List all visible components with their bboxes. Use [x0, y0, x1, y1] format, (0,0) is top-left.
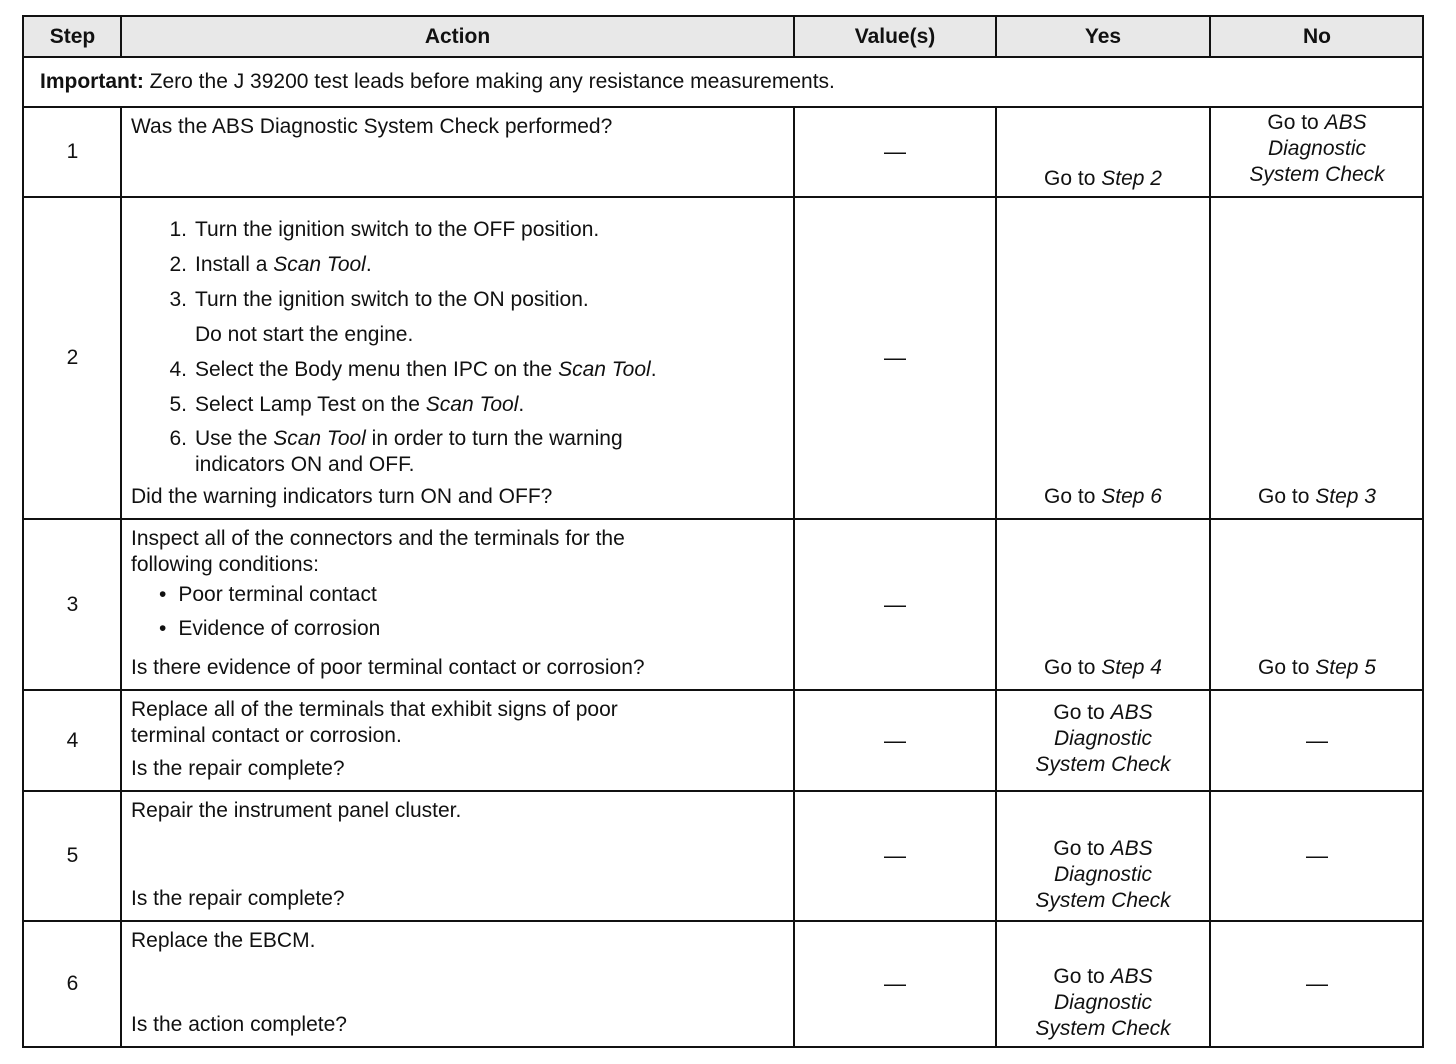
- yes-link[interactable]: Step 2: [1101, 167, 1162, 190]
- yes-cell[interactable]: Go to ABS Diagnostic System Check: [1035, 837, 1171, 912]
- header-values: Value(s): [854, 25, 936, 48]
- step-number: 4: [66, 728, 79, 752]
- action-question: Is the repair complete?: [131, 757, 345, 780]
- table-row: [24, 108, 1422, 198]
- no-cell: —: [1306, 727, 1328, 753]
- yes-prefix: Go to: [1044, 167, 1102, 190]
- no-cell: —: [1306, 843, 1328, 868]
- yes-link[interactable]: ABS: [1110, 965, 1153, 988]
- step-number: 5: [66, 844, 79, 867]
- yes-link[interactable]: Diagnostic: [1053, 726, 1153, 750]
- no-link[interactable]: Diagnostic: [1267, 137, 1367, 160]
- no-cell[interactable]: Go to Step 5: [1258, 656, 1376, 679]
- action-text: Replace all of the terminals that exhibit signs of poor: [131, 698, 618, 721]
- action-steps: [131, 212, 784, 478]
- action-question: Is the repair complete?: [131, 887, 345, 910]
- no-cell: —: [1306, 971, 1328, 996]
- action-text: Inspect all of the connectors and the terminals for the: [131, 527, 625, 550]
- yes-link[interactable]: ABS: [1110, 700, 1153, 724]
- action-text: Replace the EBCM.: [131, 929, 316, 952]
- action-text: following conditions:: [131, 553, 319, 576]
- no-prefix: Go to: [1267, 111, 1325, 134]
- list-item: 6. Use the Scan Tool in order to turn the warning indicators ON and OFF.: [169, 427, 623, 476]
- action-text: terminal contact or corrosion.: [131, 724, 402, 747]
- value-cell: —: [884, 843, 906, 868]
- action-cell: [121, 792, 794, 920]
- value-cell: —: [884, 727, 906, 753]
- no-link[interactable]: Step 5: [1315, 656, 1376, 679]
- important-note: [24, 56, 1422, 108]
- list-item: 2. Install a Scan Tool.: [169, 253, 372, 276]
- step-number: 6: [66, 972, 79, 995]
- header-no: No: [1303, 25, 1331, 48]
- list-item: • Poor terminal contact: [179, 578, 784, 612]
- value-cell: —: [884, 971, 906, 996]
- list-item: 4. Select the Body menu then IPC on the Scan Tool.: [169, 358, 657, 381]
- header-action: Action: [424, 25, 491, 48]
- yes-link[interactable]: Step 4: [1101, 656, 1162, 679]
- yes-link[interactable]: System Check: [1035, 752, 1171, 776]
- yes-cell[interactable]: Go to Step 4: [1044, 656, 1162, 679]
- no-link[interactable]: ABS: [1324, 111, 1367, 134]
- no-cell[interactable]: [1210, 108, 1424, 196]
- yes-link[interactable]: Step 6: [1101, 485, 1162, 508]
- table-row: [24, 922, 1422, 1046]
- action-question: Is the action complete?: [131, 1013, 347, 1036]
- action-cell: [121, 198, 794, 518]
- yes-link[interactable]: System Check: [1035, 889, 1171, 912]
- header-yes: Yes: [1084, 25, 1122, 48]
- action-question: Did the warning indicators turn ON and OFF?: [131, 485, 553, 508]
- step-number: 1: [66, 140, 79, 163]
- step-number: 2: [66, 346, 79, 369]
- table-row: [24, 198, 1422, 520]
- action-cell: [121, 108, 794, 196]
- action-text: Repair the instrument panel cluster.: [131, 799, 462, 822]
- yes-link[interactable]: Diagnostic: [1053, 991, 1153, 1014]
- yes-link[interactable]: Diagnostic: [1053, 863, 1153, 886]
- important-label: Important:: [40, 70, 144, 93]
- no-link[interactable]: System Check: [1249, 163, 1385, 186]
- value-cell: —: [884, 591, 906, 617]
- yes-link[interactable]: System Check: [1035, 1017, 1171, 1040]
- condition-list: [131, 578, 784, 646]
- important-text: Zero the J 39200 test leads before making any resistance measurements.: [143, 70, 835, 93]
- yes-cell[interactable]: Go to ABS Diagnostic System Check: [1035, 700, 1171, 776]
- yes-cell[interactable]: [996, 108, 1210, 196]
- yes-cell[interactable]: Go to Step 6: [1044, 485, 1162, 508]
- action-cell: [121, 520, 794, 689]
- table-row: [24, 792, 1422, 922]
- table-row: [24, 691, 1422, 792]
- table-header: [24, 17, 1422, 58]
- no-cell[interactable]: Go to Step 3: [1258, 485, 1376, 508]
- list-item: 3. Turn the ignition switch to the ON position. Do not start the engine.: [169, 288, 589, 346]
- header-step: Step: [49, 25, 96, 48]
- action-text: Was the ABS Diagnostic System Check performed?: [131, 115, 613, 138]
- diagnostic-table: [22, 15, 1424, 1048]
- list-item: 1. Turn the ignition switch to the OFF position.: [169, 218, 600, 241]
- action-cell: [121, 691, 794, 790]
- list-item: 5. Select Lamp Test on the Scan Tool.: [169, 393, 525, 416]
- no-link[interactable]: Step 3: [1315, 485, 1376, 508]
- step-number: 3: [66, 592, 79, 616]
- yes-cell[interactable]: Go to ABS Diagnostic System Check: [1035, 965, 1171, 1040]
- value-cell: —: [884, 139, 906, 164]
- action-cell: [121, 922, 794, 1046]
- value-cell: —: [884, 345, 906, 370]
- table-row: [24, 520, 1422, 691]
- action-question: Is there evidence of poor terminal contact or corrosion?: [131, 656, 645, 679]
- list-item: • Evidence of corrosion: [179, 612, 784, 646]
- yes-link[interactable]: ABS: [1110, 837, 1153, 860]
